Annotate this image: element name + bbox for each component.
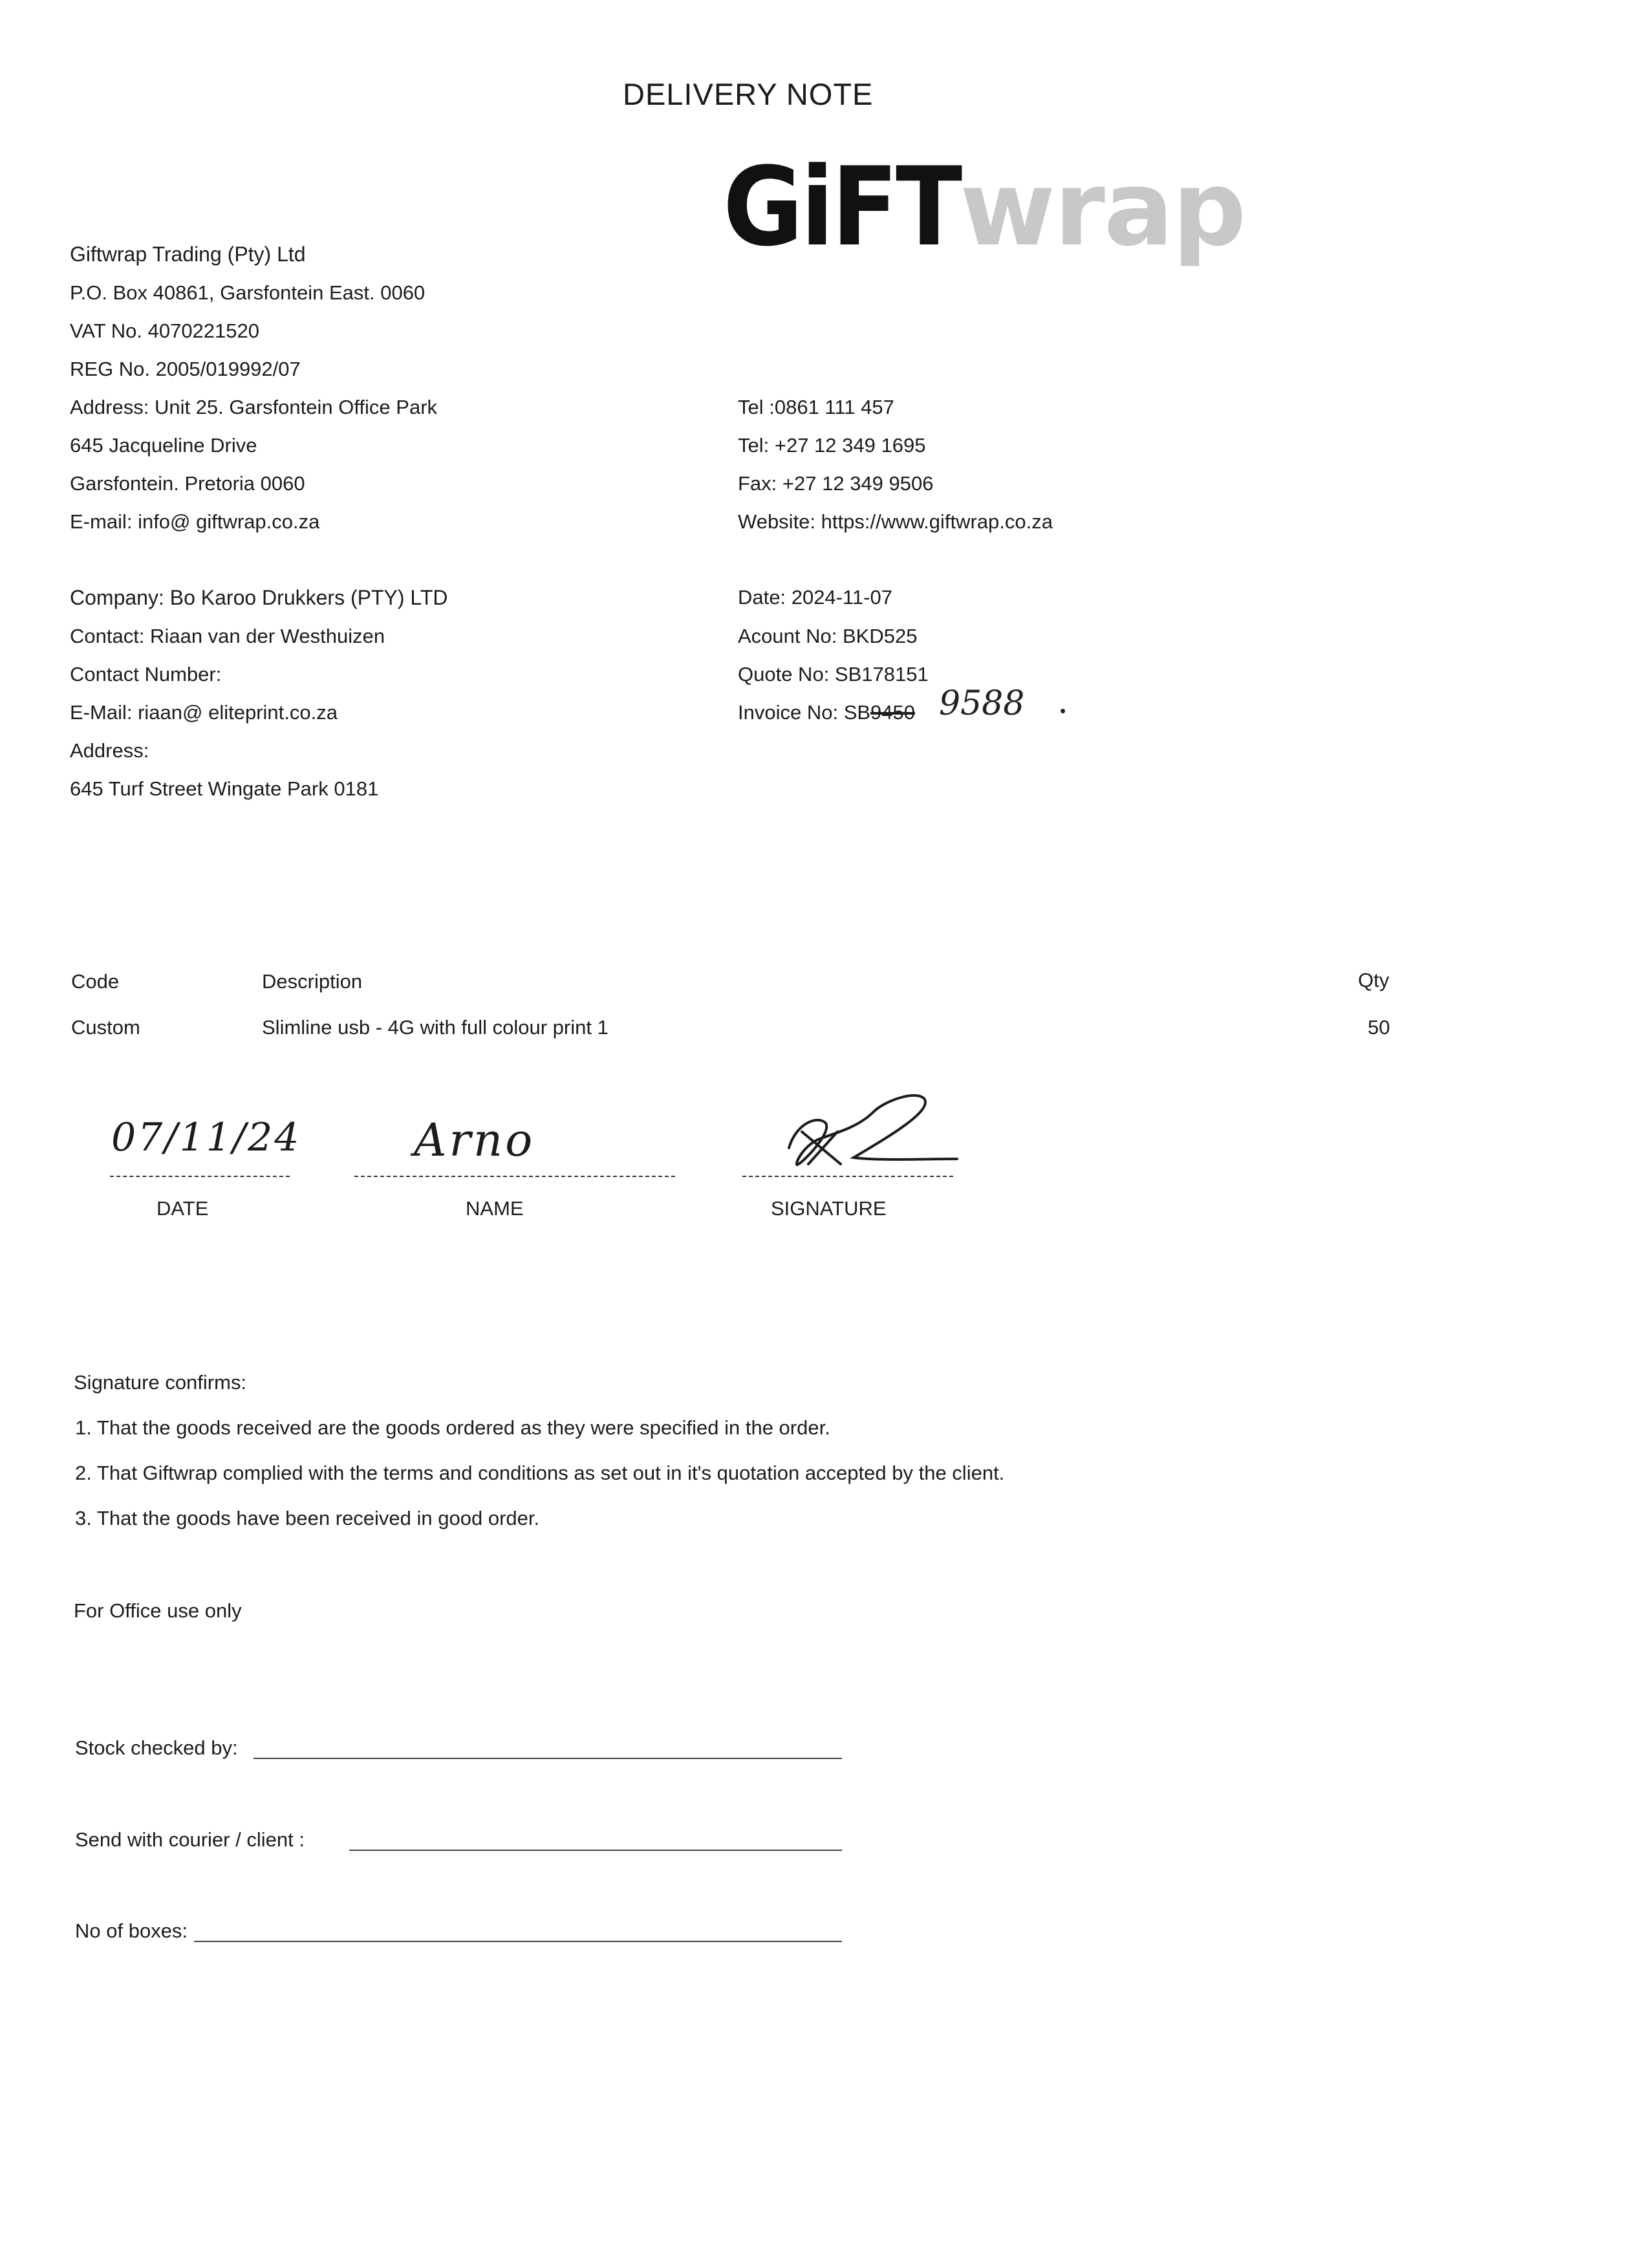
invoice-handwritten-number: 9588 (939, 684, 1025, 723)
signature-line (742, 1176, 953, 1177)
signoff-name-label: NAME (466, 1197, 524, 1220)
logo-text-gift: GiFT (723, 144, 960, 270)
account-number: Acount No: BKD525 (738, 625, 918, 647)
confirmation-point-3: 3. That the goods have been received in good order. (75, 1507, 540, 1529)
items-header-description: Description (262, 970, 363, 993)
supplier-vat: VAT No. 4070221520 (70, 319, 260, 342)
invoice-number (738, 700, 915, 726)
signoff-signature-label: SIGNATURE (771, 1197, 887, 1220)
client-address-label: Address: (70, 739, 149, 762)
client-address: 645 Turf Street Wingate Park 0181 (70, 777, 379, 800)
invoice-label: Invoice No: SB (738, 701, 871, 724)
confirmation-point-2: 2. That Giftwrap complied with the terms and conditions as set out in it's quotation accepted by the client. (75, 1462, 1005, 1484)
office-heading: For Office use only (74, 1599, 242, 1622)
supplier-address-line1: Address: Unit 25. Garsfontein Office Park (70, 396, 438, 418)
item-row-description: Slimline usb - 4G with full colour print 1 (262, 1016, 609, 1039)
items-header-code: Code (71, 970, 120, 993)
confirmation-heading: Signature confirms: (74, 1371, 247, 1394)
giftwrap-logo (723, 144, 1245, 270)
confirmation-point-1: 1. That the goods received are the goods ordered as they were specified in the order. (75, 1416, 830, 1439)
document-date: Date: 2024-11-07 (738, 586, 892, 609)
invoice-dot (1061, 709, 1065, 713)
send-with-label: Send with courier / client : (75, 1828, 305, 1851)
boxes-label: No of boxes: (75, 1919, 188, 1942)
supplier-name: Giftwrap Trading (Pty) Ltd (70, 243, 306, 266)
date-line (110, 1176, 290, 1177)
item-row-qty: 50 (1368, 1016, 1390, 1039)
send-with-line (349, 1850, 842, 1851)
logo-text-wrap: wrap (960, 148, 1245, 269)
client-company: Company: Bo Karoo Drukkers (PTY) LTD (70, 586, 448, 609)
signoff-date-label: DATE (156, 1197, 209, 1220)
signoff-name-value: Arno (414, 1114, 535, 1167)
supplier-reg: REG No. 2005/019992/07 (70, 358, 301, 380)
signoff-date-value: 07/11/24 (111, 1115, 301, 1160)
client-email: E-Mail: riaan@ eliteprint.co.za (70, 701, 338, 724)
name-line (354, 1176, 675, 1177)
quote-number: Quote No: SB178151 (738, 663, 929, 686)
handwritten-signature (763, 1086, 976, 1190)
client-contact-number: Contact Number: (70, 663, 222, 686)
supplier-tel1: Tel :0861 111 457 (738, 396, 894, 418)
items-header-qty: Qty (1358, 969, 1390, 991)
supplier-po-box: P.O. Box 40861, Garsfontein East. 0060 (70, 281, 426, 304)
client-contact: Contact: Riaan van der Westhuizen (70, 625, 385, 647)
boxes-line (194, 1941, 842, 1942)
supplier-address-line3: Garsfontein. Pretoria 0060 (70, 472, 305, 495)
invoice-struck-number: 9450 (870, 701, 916, 724)
stock-checked-line (253, 1758, 842, 1759)
stock-checked-label: Stock checked by: (75, 1736, 238, 1759)
item-row-code: Custom (71, 1016, 140, 1039)
supplier-address-line2: 645 Jacqueline Drive (70, 434, 257, 457)
supplier-email: E-mail: info@ giftwrap.co.za (70, 510, 320, 533)
supplier-fax: Fax: +27 12 349 9506 (738, 472, 934, 495)
supplier-website: Website: https://www.giftwrap.co.za (738, 510, 1053, 533)
supplier-tel2: Tel: +27 12 349 1695 (738, 434, 926, 457)
document-title: DELIVERY NOTE (623, 77, 874, 111)
